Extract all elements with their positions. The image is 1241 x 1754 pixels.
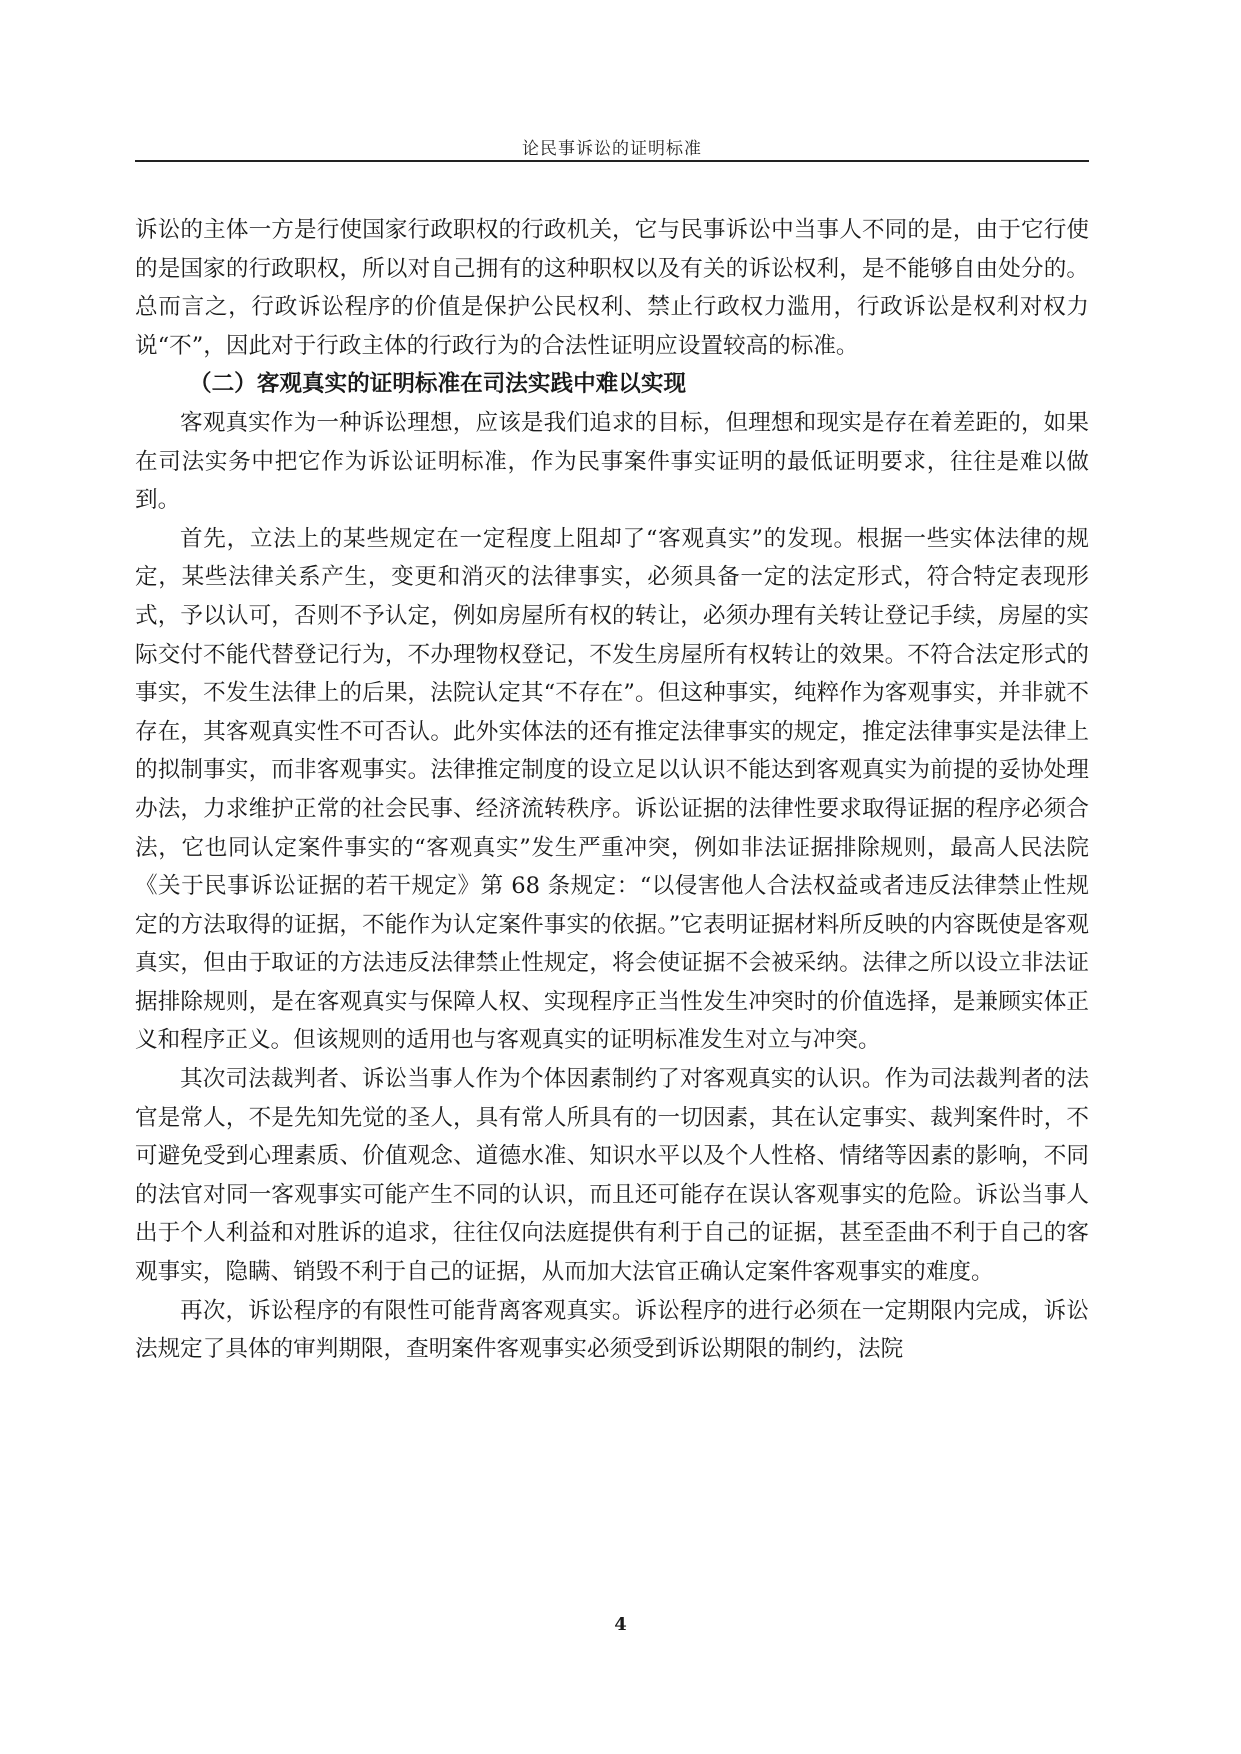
paragraph: 客观真实作为一种诉讼理想，应该是我们追求的目标，但理想和现实是存在着差距的，如果在司法实务中把它作为诉讼证明标准，作为民事案件事实证明的最低证明要求，往往是难以做到。	[135, 409, 1089, 514]
paragraph: 首先，立法上的某些规定在一定程度上阻却了“客观真实”的发现。根据一些实体法律的规定，某些法律关系产生，变更和消灭的法律事实，必须具备一定的法定形式，符合特定表现形式，予以认可，否则不予认定，例如房屋所有权的转让，必须办理有关转让登记手续，房屋的实际交付不能代替登记行为，不办理物权登记，不发生房屋所有权转让的效果。不符合法定形式的事实，不发生法律上的后果，法院认定其“不存在”。但这种事实，纯粹作为客观事实，并非就不存在，其客观真实性不可否认。此外实体法的还有推定法律事实的规定，推定法律事实是法律上的拟制事实，而非客观事实。法律推定制度的设立足以认识不能达到客观真实为前提的妥协处理办法，力求维护正常的社会民事、经济流转秩序。诉讼证据的法律性要求取得证据的程序必须合法，它也同认定案件事实的“客观真实”发生严重冲突，例如非法证据排除规则，最高人民法院《关于民事诉讼证据的若干规定》第 68 条规定：“以侵害他人合法权益或者违反法律禁止性规定的方法取得的证据，不能作为认定案件事实的依据。”它表明证据材料所反映的内容既使是客观真实，但由于取证的方法违反法律禁止性规定，将会使证据不会被采纳。法律之所以设立非法证据排除规则，是在客观真实与保障人权、实现程序正当性发生冲突时的价值选择，是兼顾实体正义和程序正义。但该规则的适用也与客观真实的证明标准发生对立与冲突。	[135, 525, 1089, 1054]
header-rule	[135, 160, 1089, 162]
document-body	[135, 211, 1089, 1369]
section-heading: （二）客观真实的证明标准在司法实践中难以实现	[189, 371, 687, 398]
paragraph: 再次，诉讼程序的有限性可能背离客观真实。诉讼程序的进行必须在一定期限内完成，诉讼法规定了具体的审判期限，查明案件客观事实必须受到诉讼期限的制约，法院	[135, 1297, 1089, 1363]
page-number: 4	[614, 1614, 627, 1635]
paragraph: 其次司法裁判者、诉讼当事人作为个体因素制约了对客观真实的认识。作为司法裁判者的法官是常人，不是先知先觉的圣人，具有常人所具有的一切因素，其在认定事实、裁判案件时，不可避免受到心理素质、价值观念、道德水准、知识水平以及个人性格、情绪等因素的影响，不同的法官对同一客观事实可能产生不同的认识，而且还可能存在误认客观事实的危险。诉讼当事人出于个人利益和对胜诉的追求，往往仅向法庭提供有利于自己的证据，甚至歪曲不利于自己的客观事实，隐瞒、销毁不利于自己的证据，从而加大法官正确认定案件客观事实的难度。	[135, 1066, 1089, 1286]
running-header: 论民事诉讼的证明标准	[522, 139, 702, 159]
paragraph-continued: 诉讼的主体一方是行使国家行政职权的行政机关，它与民事诉讼中当事人不同的是，由于它行使的是国家的行政职权，所以对自己拥有的这种职权以及有关的诉讼权利，是不能够自由处分的。总而言之，行政诉讼程序的价值是保护公民权利、禁止行政权力滥用，行政诉讼是权利对权力说“不”，因此对于行政主体的行政行为的合法性证明应设置较高的标准。	[135, 217, 1089, 359]
